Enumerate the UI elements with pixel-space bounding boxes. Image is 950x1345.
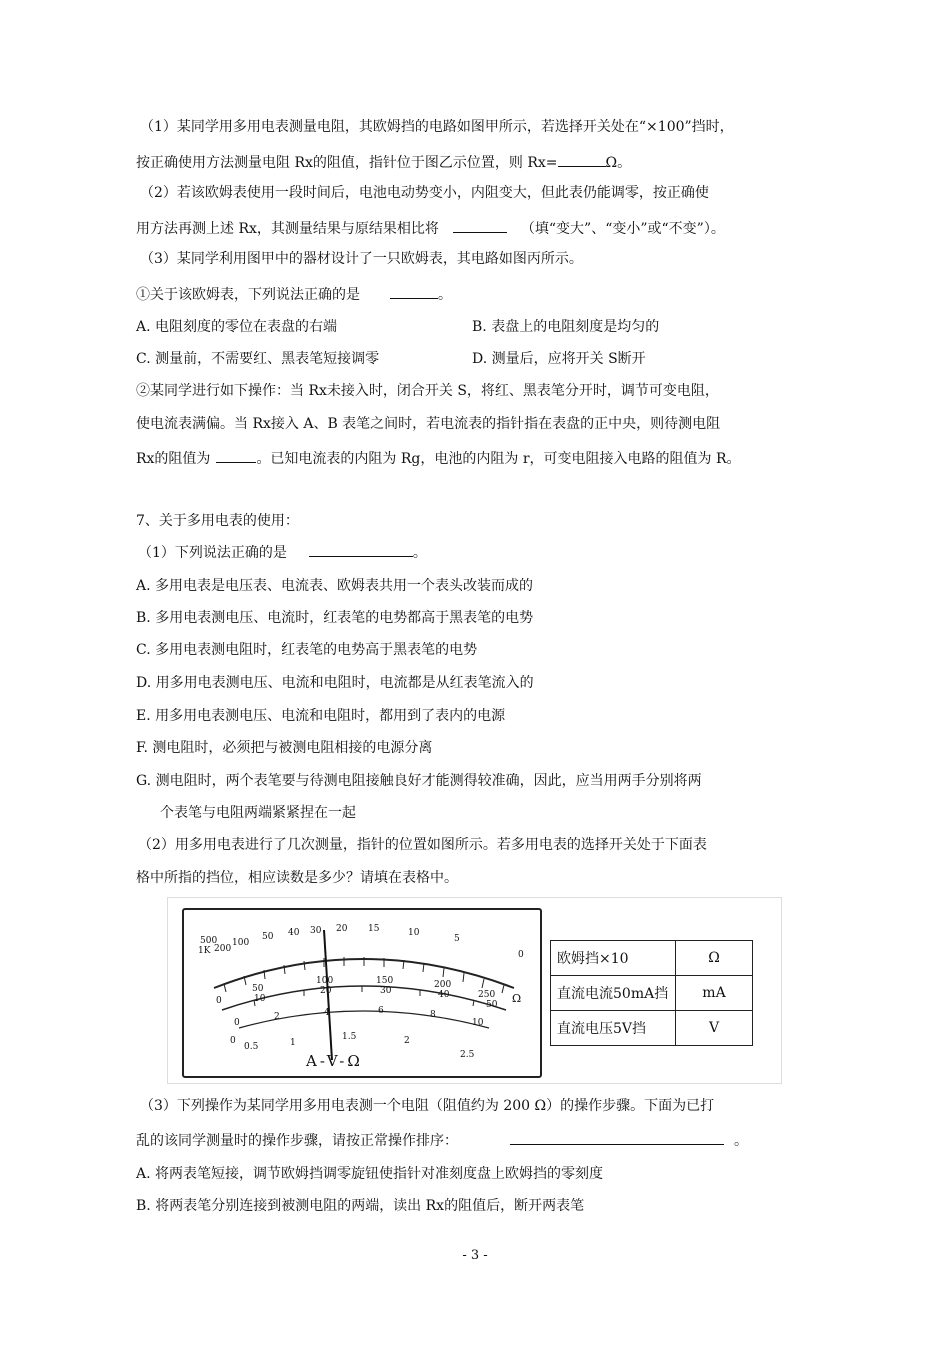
q7-option: B. 多用电表测电压、电流时，红表笔的电势都高于黑表笔的电势 (136, 610, 534, 626)
q7-part3-line2-text: 乱的该同学测量时的操作步骤，请按正常操作排序： (136, 1133, 458, 1149)
table-row (551, 941, 753, 976)
q6-part2-line1: （2）若该欧姆表使用一段时间后，电池电动势变小，内阻变大，但此表仍能调零，按正确使 (140, 185, 709, 201)
period: 。 (412, 545, 427, 561)
q7-part3-line2 (136, 1130, 748, 1150)
unit-cell[interactable]: V (676, 1011, 753, 1046)
q7-part1 (138, 542, 427, 562)
low-label: 0 (230, 1036, 236, 1046)
q6-part1-line2 (136, 152, 631, 172)
ohm-label: 40 (288, 928, 300, 938)
mid-label: 100 (316, 976, 334, 986)
q7-option-cont: 个表笔与电阻两端紧紧捏在一起 (160, 805, 356, 821)
ohm-label: 0 (518, 950, 524, 960)
q7-title: 7、关于多用电表的使用： (136, 513, 299, 529)
table-row (551, 976, 753, 1011)
period: 。 (734, 1133, 748, 1149)
q7-option: A. 多用电表是电压表、电流表、欧姆表共用一个表头改装而成的 (136, 578, 534, 594)
rx-suffix: 。已知电流表的内阻为 Rg，电池的内阻为 r，可变电阻接入电路的阻值为 R。 (256, 451, 741, 467)
q7-part1-text: （1）下列说法正确的是 (138, 545, 287, 561)
q6-part3-q1 (136, 284, 452, 304)
meter-figure (167, 897, 782, 1084)
q6-part1-line1: （1）某同学用多用电表测量电阻，其欧姆挡的电路如图甲所示，若选择开关处在“×100”挡时， (140, 119, 734, 135)
q6-part2-line2-text: 用方法再测上述 Rx，其测量结果与原结果相比将 (136, 221, 439, 237)
unit-cell[interactable]: mA (676, 976, 753, 1011)
ohm-label: 100 (232, 938, 250, 948)
mid-label: 200 (434, 980, 452, 990)
mid-label: 150 (376, 976, 394, 986)
ohm-label: 50 (262, 932, 274, 942)
ohm-label: 200 (214, 944, 232, 954)
mid-label: 30 (380, 986, 392, 996)
mid-label: 10 (254, 994, 266, 1004)
ohm-label: 500 (200, 936, 218, 946)
ohm-label: 15 (368, 924, 380, 934)
q7-part3-line1: （3）下列操作为某同学用多用电表测一个电阻（阻值约为 200 Ω）的操作步骤。下面为已打 (140, 1098, 715, 1114)
q6-part3-q2-line1: ②某同学进行如下操作：当 Rx未接入时，闭合开关 S，将红、黑表笔分开时，调节可变电阻， (136, 383, 719, 399)
ohm-label: 1K (198, 946, 211, 956)
option-a: A. 电阻刻度的零位在表盘的右端 (136, 319, 338, 335)
mid-label: 250 (478, 990, 496, 1000)
range-cell: 直流电压5V挡 (551, 1011, 676, 1046)
mid-label: 50 (486, 1000, 498, 1010)
q6-part3-q2-line2: 使电流表满偏。当 Rx接入 A、B 表笔之间时，若电流表的指针指在表盘的正中央，则待测电阻 (136, 416, 721, 432)
ohm-label: 20 (336, 924, 348, 934)
low-label: 2 (404, 1036, 410, 1046)
q6-part1-line2-text: 按正确使用方法测量电阻 Rx的阻值，指针位于图乙示位置，则 Rx= (136, 155, 558, 171)
low-label: 8 (430, 1010, 436, 1020)
q6-part3-q1-text: ①关于该欧姆表，下列说法正确的是 (136, 287, 360, 303)
answer-blank[interactable] (510, 1130, 724, 1145)
mid-label: 50 (252, 984, 264, 994)
q7-part3-step-a: A. 将两表笔短接，调节欧姆挡调零旋钮使指针对准刻度盘上欧姆挡的零刻度 (136, 1166, 604, 1182)
fill-hint: （填“变大”、“变小”或“不变”）。 (520, 221, 725, 237)
rx-text: Rx的阻值为 (136, 451, 211, 467)
mid-label: 0 (216, 996, 222, 1006)
meter-caption: A-V-Ω (306, 1052, 363, 1070)
ohm-label: 5 (454, 934, 460, 944)
q6-part3-line1: （3）某同学利用图甲中的器材设计了一只欧姆表，其电路如图丙所示。 (140, 251, 583, 267)
low-label: 6 (378, 1006, 384, 1016)
low-label: 0 (234, 1018, 240, 1028)
ohm-label: 10 (408, 928, 420, 938)
low-label: 0.5 (244, 1042, 259, 1052)
low-label: 2 (274, 1012, 280, 1022)
page-number: - 3 - (462, 1248, 488, 1263)
option-c: C. 测量前，不需要红、黑表笔短接调零 (136, 351, 380, 367)
option-b: B. 表盘上的电阻刻度是均匀的 (472, 319, 660, 335)
ohm-symbol: Ω (512, 992, 522, 1005)
option-d: D. 测量后，应将开关 S断开 (472, 351, 646, 367)
range-cell: 欧姆挡×10 (551, 941, 676, 976)
answer-blank[interactable] (390, 284, 438, 299)
q6-part2-line2 (136, 218, 725, 238)
table-row (551, 1011, 753, 1046)
low-label: 1 (290, 1038, 296, 1048)
q7-option: F. 测电阻时，必须把与被测电阻相接的电源分离 (136, 740, 433, 756)
q7-part3-step-b: B. 将两表笔分别连接到被测电阻的两端，读出 Rx的阻值后，断开两表笔 (136, 1198, 585, 1214)
low-label: 4 (324, 1008, 330, 1018)
ohm-scale-labels (198, 924, 524, 960)
mid-label: 20 (320, 986, 332, 996)
low-label: 2.5 (460, 1050, 475, 1060)
range-cell: 直流电流50mA挡 (551, 976, 676, 1011)
q7-option: E. 用多用电表测电压、电流和电阻时，都用到了表内的电源 (136, 708, 506, 724)
answer-blank[interactable] (558, 152, 606, 167)
ohm-label: 30 (310, 926, 322, 936)
period: 。 (438, 287, 452, 303)
answer-blank[interactable] (453, 218, 507, 233)
q7-option: C. 多用电表测电阻时，红表笔的电势高于黑表笔的电势 (136, 642, 478, 658)
q6-part3-q2-line3 (136, 448, 741, 468)
q7-part2-line1: （2）用多用电表进行了几次测量，指针的位置如图所示。若多用电表的选择开关处于下面表 (138, 837, 707, 853)
mid-label: 40 (438, 990, 450, 1000)
reading-table (550, 940, 753, 1046)
answer-blank[interactable] (309, 542, 413, 557)
unit-cell[interactable]: Ω (676, 941, 753, 976)
q7-part2-line2: 格中所指的挡位，相应读数是多少？请填在表格中。 (136, 870, 458, 886)
low-label: 10 (472, 1018, 484, 1028)
meter-dial (182, 908, 542, 1078)
unit-text: Ω。 (605, 155, 632, 171)
q7-option: D. 用多用电表测电压、电流和电阻时，电流都是从红表笔流入的 (136, 675, 534, 691)
low-label: 1.5 (342, 1032, 357, 1042)
q7-option: G. 测电阻时，两个表笔要与待测电阻接触良好才能测得较准确，因此，应当用两手分别将两 (136, 773, 702, 789)
answer-blank[interactable] (216, 448, 256, 463)
